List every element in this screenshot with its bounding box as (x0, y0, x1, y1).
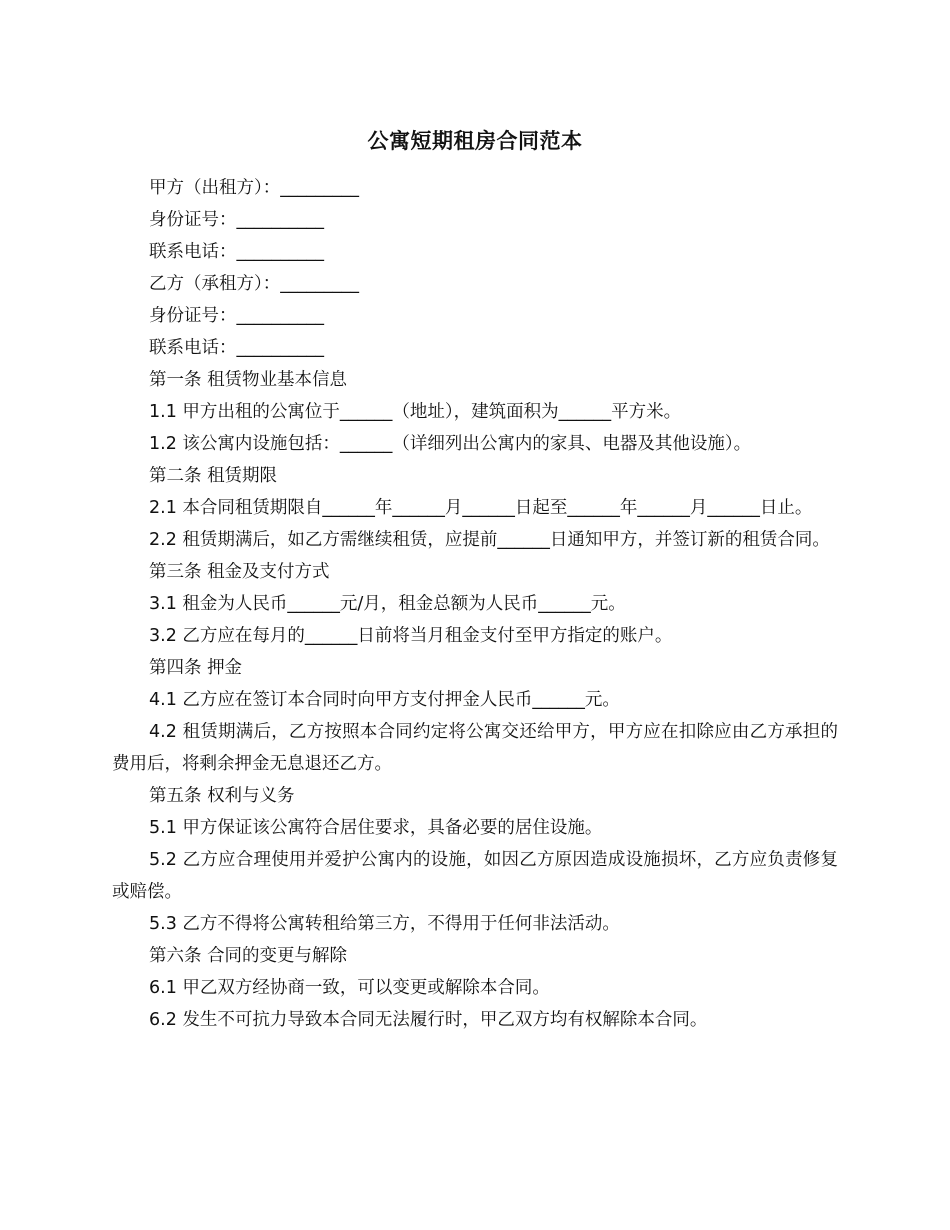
party-b-phone-line: 联系电话：__________ (149, 338, 324, 358)
article-heading: 第五条 权利与义务 (149, 786, 295, 806)
party-b-id-line: 身份证号：__________ (149, 306, 324, 326)
party-b-line: 乙方（承租方）：_________ (149, 274, 359, 294)
clause: 4.1 乙方应在签订本合同时向甲方支付押金人民币______元。 (149, 690, 620, 710)
article-heading: 第六条 合同的变更与解除 (149, 946, 348, 966)
party-a-line: 甲方（出租方）：_________ (149, 178, 359, 198)
clause: 3.1 租金为人民币______元/月，租金总额为人民币______元。 (149, 594, 626, 614)
clause: 1.1 甲方出租的公寓位于______（地址），建筑面积为______平方米。 (149, 402, 682, 422)
article-heading: 第二条 租赁期限 (149, 466, 278, 486)
clause: 2.2 租赁期满后，如乙方需继续租赁，应提前______日通知甲方，并签订新的租赁合同。 (149, 530, 830, 550)
clause: 6.1 甲乙双方经协商一致，可以变更或解除本合同。 (149, 978, 550, 998)
article-heading: 第一条 租赁物业基本信息 (149, 370, 348, 390)
document-title: 公寓短期租房合同范本 (367, 129, 583, 153)
party-a-id-line: 身份证号：__________ (149, 210, 324, 230)
party-a-phone-line: 联系电话：__________ (149, 242, 324, 262)
clause: 4.2 租赁期满后，乙方按照本合同约定将公寓交还给甲方，甲方应在扣除应由乙方承担的费用后，将剩余押金无息退还乙方。 (112, 722, 838, 774)
article-heading: 第四条 押金 (149, 658, 243, 678)
clause: 5.3 乙方不得将公寓转租给第三方，不得用于任何非法活动。 (149, 914, 620, 934)
article-heading: 第三条 租金及支付方式 (149, 562, 330, 582)
clause: 2.1 本合同租赁期限自______年______月______日起至______年______月______日止。 (149, 498, 813, 518)
clause: 6.2 发生不可抗力导致本合同无法履行时，甲乙双方均有权解除本合同。 (149, 1010, 708, 1030)
clause: 5.1 甲方保证该公寓符合居住要求，具备必要的居住设施。 (149, 818, 603, 838)
clause: 1.2 该公寓内设施包括：______（详细列出公寓内的家具、电器及其他设施）。 (149, 434, 752, 454)
clause: 5.2 乙方应合理使用并爱护公寓内的设施，如因乙方原因造成设施损坏，乙方应负责修复或赔偿。 (112, 850, 838, 902)
clause: 3.2 乙方应在每月的______日前将当月租金支付至甲方指定的账户。 (149, 626, 673, 646)
document-body (112, 172, 838, 1036)
